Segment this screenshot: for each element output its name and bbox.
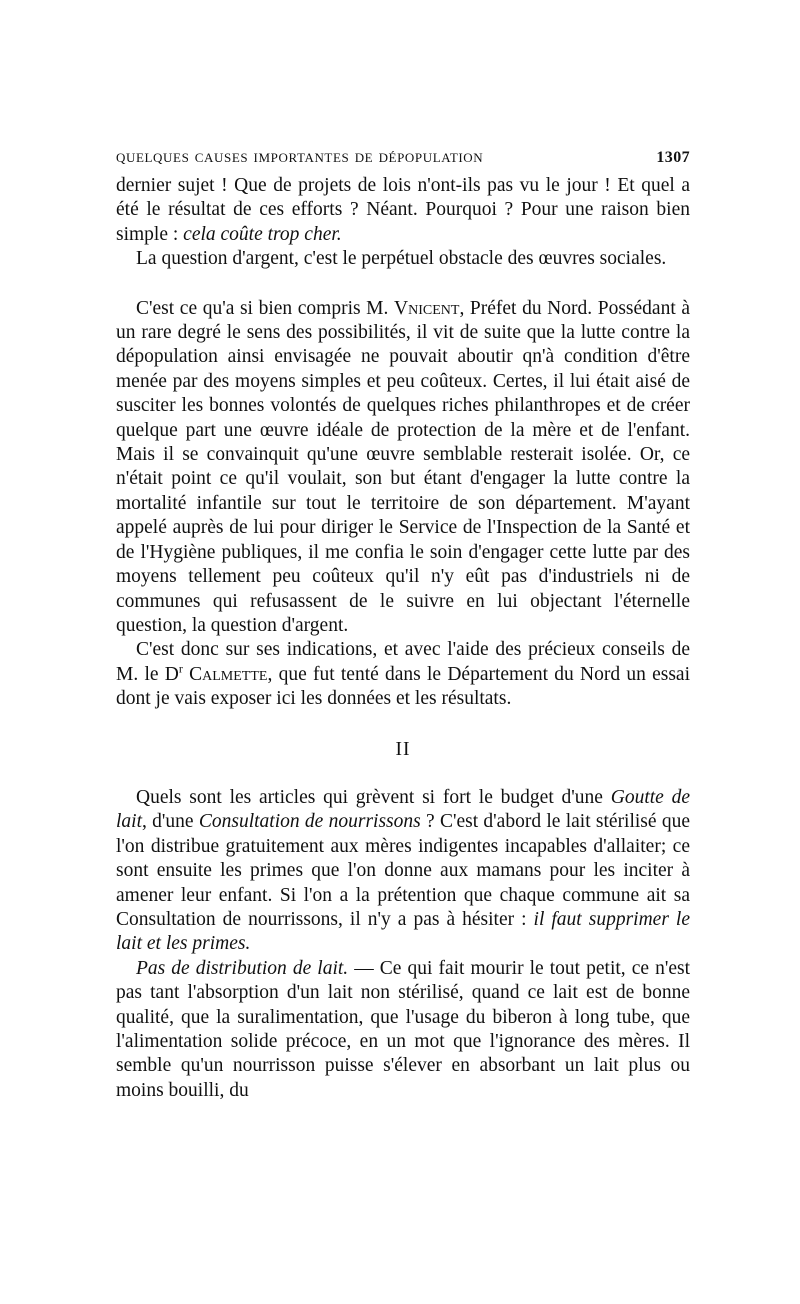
paragraph-2 bbox=[116, 247, 690, 271]
paragraph-4-before: C'est donc sur ses indications, et avec l'aide des précieux conseils de M. le D bbox=[116, 639, 690, 685]
paragraph-4-after: , que fut tenté dans le Département du Nord un essai dont je vais exposer ici les données et les résultats. bbox=[116, 663, 691, 710]
paragraph-3 bbox=[116, 297, 690, 639]
paragraph-4 bbox=[116, 638, 690, 711]
doctor-abbrev-sup: r bbox=[178, 661, 183, 676]
paragraph-5-t2: , d'une bbox=[142, 811, 199, 833]
document-page bbox=[116, 146, 690, 1103]
paragraph-3-before: C'est ce qu'a si bien compris M. bbox=[136, 297, 395, 319]
paragraph-5 bbox=[116, 786, 690, 957]
paragraph-gap bbox=[116, 272, 690, 297]
person-name-prefect: Vnicent bbox=[394, 297, 460, 319]
paragraph-5-t1: Quels sont les articles qui grèvent si fort le budget d'une bbox=[136, 786, 611, 808]
paragraph-1-text: dernier sujet ! Que de projets de lois n'ont-ils pas vu le jour ! Et quel a été le résultat de ces efforts ? Néant. Pourquoi ? Pour une raison bien simple : bbox=[116, 175, 690, 245]
paragraph-3-after: , Préfet du Nord. Possédant à un rare degré le sens des possibilités, il vit de suite que la lutte contre la dépopulation ainsi envisagée ne pouvait aboutir qn'à condition d'être menée par des moyens simples et peu coûteux. Certes, il lui était aisé de susciter les bonnes volontés de quelques riches philanthropes et de créer quelque part une œuvre idéale de protection de la mère et de l'enfant. Mais il se convainquit qu'une œuvre semblable resterait isolée. Or, ce n'était point ce qu'il voulait, son but étant d'engager la lutte contre la mortalité infantile sur tout le territoire de son département. M'ayant appelé auprès de lui pour diriger le Service de l'Inspection de la Santé et de l'Hygiène publiques, il me confia le soin d'engager cette lutte par des moyens tellement peu coûteux qu'il n'y eût pas d'industriels ni de communes qui refusassent de le suivre en lui objectant l'éternelle question, la question d'argent. bbox=[116, 297, 690, 636]
paragraph-5-t3: ? C'est d'abord le lait stérilisé que l'on distribue gratuitement aux mères indigentes incapables d'allaiter; ce sont ensuite les primes que l'on donne aux mamans pour les inciter à amener leur enfant. Si l'on a la prétention que chaque commune ait sa Consultation de nourrissons, il n'y a pas à hésiter : bbox=[116, 811, 690, 930]
paragraph-5-i2: Consultation de nourrissons bbox=[198, 811, 421, 833]
paragraph-1 bbox=[116, 174, 690, 247]
section-heading: II bbox=[395, 738, 411, 760]
paragraph-5-i3: il faut supprimer le lait et les primes. bbox=[116, 908, 690, 955]
person-name-doctor: Calmette bbox=[189, 663, 268, 685]
page-number: 1307 bbox=[656, 149, 690, 166]
paragraph-6 bbox=[116, 957, 690, 1103]
running-header bbox=[116, 146, 690, 168]
paragraph-6-text: — Ce qui fait mourir le tout petit, ce n'est pas tant l'absorption d'un lait non stérilisé, quand ce lait est de bonne qualité, que la suralimentation, que l'usage du biberon à long tube, que l'alimentation solide précoce, en un mot que l'ignorance des mères. Il semble qu'un nourrisson puisse s'élever en absorbant un lait plus ou moins bouilli, du bbox=[116, 957, 690, 1101]
paragraph-2-text: La question d'argent, c'est le perpétuel obstacle des œuvres sociales. bbox=[136, 248, 667, 270]
running-title: quelques causes importantes de dépopulation bbox=[116, 146, 484, 167]
paragraph-1-italic: cela coûte trop cher. bbox=[183, 223, 342, 245]
paragraph-6-italic: Pas de distribution de lait. bbox=[136, 957, 349, 979]
paragraph-5-i1: Goutte de lait bbox=[116, 786, 690, 833]
